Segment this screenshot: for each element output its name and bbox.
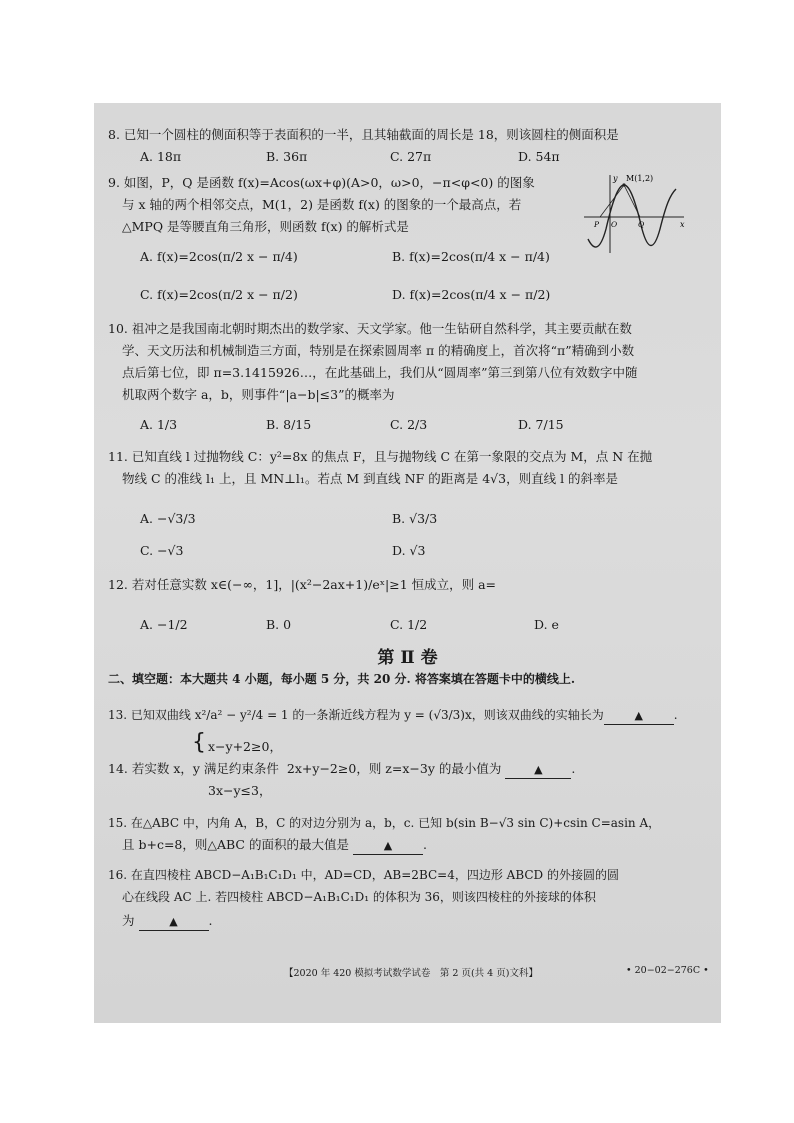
q10-option-d: D. 7/15 xyxy=(518,417,564,432)
q12-option-d: D. e xyxy=(534,617,559,632)
q13-answer-blank xyxy=(604,707,674,725)
q11-option-a: A. −√3/3 xyxy=(140,511,196,526)
q9-line2: 与 x 轴的两个相邻交点，M(1，2) 是函数 f(x) 的图象的一个最高点，若 xyxy=(122,197,522,212)
q9-line1: 9. 如图，P，Q 是函数 f(x)=Acos(ωx+φ)(A>0，ω>0，−π<φ<0) 的图象 xyxy=(108,175,535,190)
q9-option-d: D. f(x)=2cos(π/4 x − π/2) xyxy=(392,287,551,302)
section-heading: 二、填空题：本大题共 4 小题，每小题 5 分，共 20 分. 将答案填在答题卡中的横线上. xyxy=(108,672,576,686)
q9-option-b: B. f(x)=2cos(π/4 x − π/4) xyxy=(392,249,550,264)
q14-constraint-1 xyxy=(192,730,282,755)
q11-line2: 物线 C 的准线 l₁ 上，且 MN⊥l₁。若点 M 到直线 NF 的距离是 4√3，则直线 l 的斜率是 xyxy=(122,471,619,486)
q14-brace: { xyxy=(192,730,206,755)
q12-stem: 12. 若对任意实数 x∈(−∞，1]，|(x²−2ax+1)/eˣ|≥1 恒成立，则 a= xyxy=(108,577,497,592)
origin-label: O xyxy=(611,220,618,229)
exam-page-photo xyxy=(94,103,721,1023)
q11-option-c: C. −√3 xyxy=(140,543,184,558)
q16-mark: ▲ xyxy=(169,915,178,928)
q10-option-a: A. 1/3 xyxy=(140,417,178,432)
point-p-label: P xyxy=(594,220,600,229)
q11-option-d: D. √3 xyxy=(392,543,426,558)
q10-line2: 学、天文历法和机械制造三方面，特别是在探索圆周率 π 的精确度上，首次将“π”精确到小数 xyxy=(122,343,635,358)
q16-line2: 心在线段 AC 上. 若四棱柱 ABCD−A₁B₁C₁D₁ 的体积为 36，则该四棱柱的外接球的体积 xyxy=(122,890,596,904)
section-title: 第 Ⅱ 卷 xyxy=(377,648,438,668)
q15-mark: ▲ xyxy=(383,839,393,852)
q14-answer-blank xyxy=(505,761,571,779)
q16-answer-blank xyxy=(139,913,209,931)
footer-center: 【2020 年 420 模拟考试数学试卷 第 2 页(共 4 页)文科】 xyxy=(284,968,538,979)
q8-option-b: B. 36π xyxy=(266,149,308,164)
q16-text: 为 xyxy=(122,913,135,928)
q12-option-a: A. −1/2 xyxy=(140,617,188,632)
q8-stem: 8. 已知一个圆柱的侧面积等于表面积的一半，且其轴截面的周长是 18，则该圆柱的侧面积是 xyxy=(108,127,619,142)
q8-option-c: C. 27π xyxy=(390,149,432,164)
point-m-label: M(1,2) xyxy=(626,174,654,183)
x-axis-label: x xyxy=(680,220,685,229)
q9-option-c: C. f(x)=2cos(π/2 x − π/2) xyxy=(140,287,298,302)
q9-graph xyxy=(580,169,690,255)
q15-line2: 且 b+c=8，则△ABC 的面积的最大值是 ▲ . xyxy=(122,837,427,855)
q13-stem: 13. 已知双曲线 x²/a² − y²/4 = 1 的一条渐近线方程为 y = (√3/3)x，则该双曲线的实轴长为 ▲ . xyxy=(108,707,678,725)
q9-line3: △MPQ 是等腰直角三角形，则函数 f(x) 的解析式是 xyxy=(122,219,409,234)
q15-line1: 15. 在△ABC 中，内角 A，B，C 的对边分别为 a，b，c. 已知 b(sin B−√3 sin C)+csin C=asin A， xyxy=(108,816,661,830)
q10-line4: 机取两个数字 a，b，则事件“|a−b|≤3”的概率为 xyxy=(122,387,395,402)
q15-answer-blank xyxy=(353,837,423,855)
point-q-label: Q xyxy=(638,220,645,229)
q10-option-b: B. 8/15 xyxy=(266,417,312,432)
point-m xyxy=(622,183,625,186)
q14-c3: 3x−y≤3， xyxy=(208,783,272,798)
q8-option-a: A. 18π xyxy=(140,149,182,164)
q11-line1: 11. 已知直线 l 过抛物线 C：y²=8x 的焦点 F，且与抛物线 C 在第一象限的交点为 M，点 N 在抛 xyxy=(108,449,653,464)
q10-option-c: C. 2/3 xyxy=(390,417,428,432)
q13-text: 13. 已知双曲线 x²/a² − y²/4 = 1 的一条渐近线方程为 y = (√3/3)x，则该双曲线的实轴长为 xyxy=(108,708,604,722)
q12-option-b: B. 0 xyxy=(266,617,292,632)
q13-mark: ▲ xyxy=(634,709,643,722)
q14-prefix: 14. 若实数 x，y 满足约束条件 xyxy=(108,761,279,776)
q12-option-c: C. 1/2 xyxy=(390,617,428,632)
q11-option-b: B. √3/3 xyxy=(392,511,438,526)
q14-c2: 2x+y−2≥0， xyxy=(286,761,369,776)
q14-c1: x−y+2≥0， xyxy=(208,739,282,754)
q14-mark: ▲ xyxy=(534,763,543,776)
q10-line1: 10. 祖冲之是我国南北朝时期杰出的数学家、天文学家。他一生钻研自然科学，其主要贡献在数 xyxy=(108,321,632,336)
q14-line: 14. 若实数 x，y 满足约束条件 2x+y−2≥0，则 z=x−3y 的最小值为 ▲ . xyxy=(108,761,575,779)
q16-line1: 16. 在直四棱柱 ABCD−A₁B₁C₁D₁ 中，AD=CD，AB=2BC=4，四边形 ABCD 的外接圆的圆 xyxy=(108,868,619,882)
y-axis-label: y xyxy=(613,174,618,183)
q9-option-a: A. f(x)=2cos(π/2 x − π/4) xyxy=(140,249,298,264)
q10-line3: 点后第七位，即 π=3.1415926…，在此基础上，我们从“圆周率”第三到第八位有效数字中随 xyxy=(122,365,638,380)
mp-segment xyxy=(600,185,624,217)
footer-right: • 20−02−276C • xyxy=(626,965,709,976)
q15-text: 且 b+c=8，则△ABC 的面积的最大值是 xyxy=(122,837,349,852)
q16-line3: 为 ▲ . xyxy=(122,913,213,931)
q14-suffix: 则 z=x−3y 的最小值为 xyxy=(368,761,502,776)
q8-option-d: D. 54π xyxy=(518,149,560,164)
mq-segment xyxy=(624,185,640,217)
